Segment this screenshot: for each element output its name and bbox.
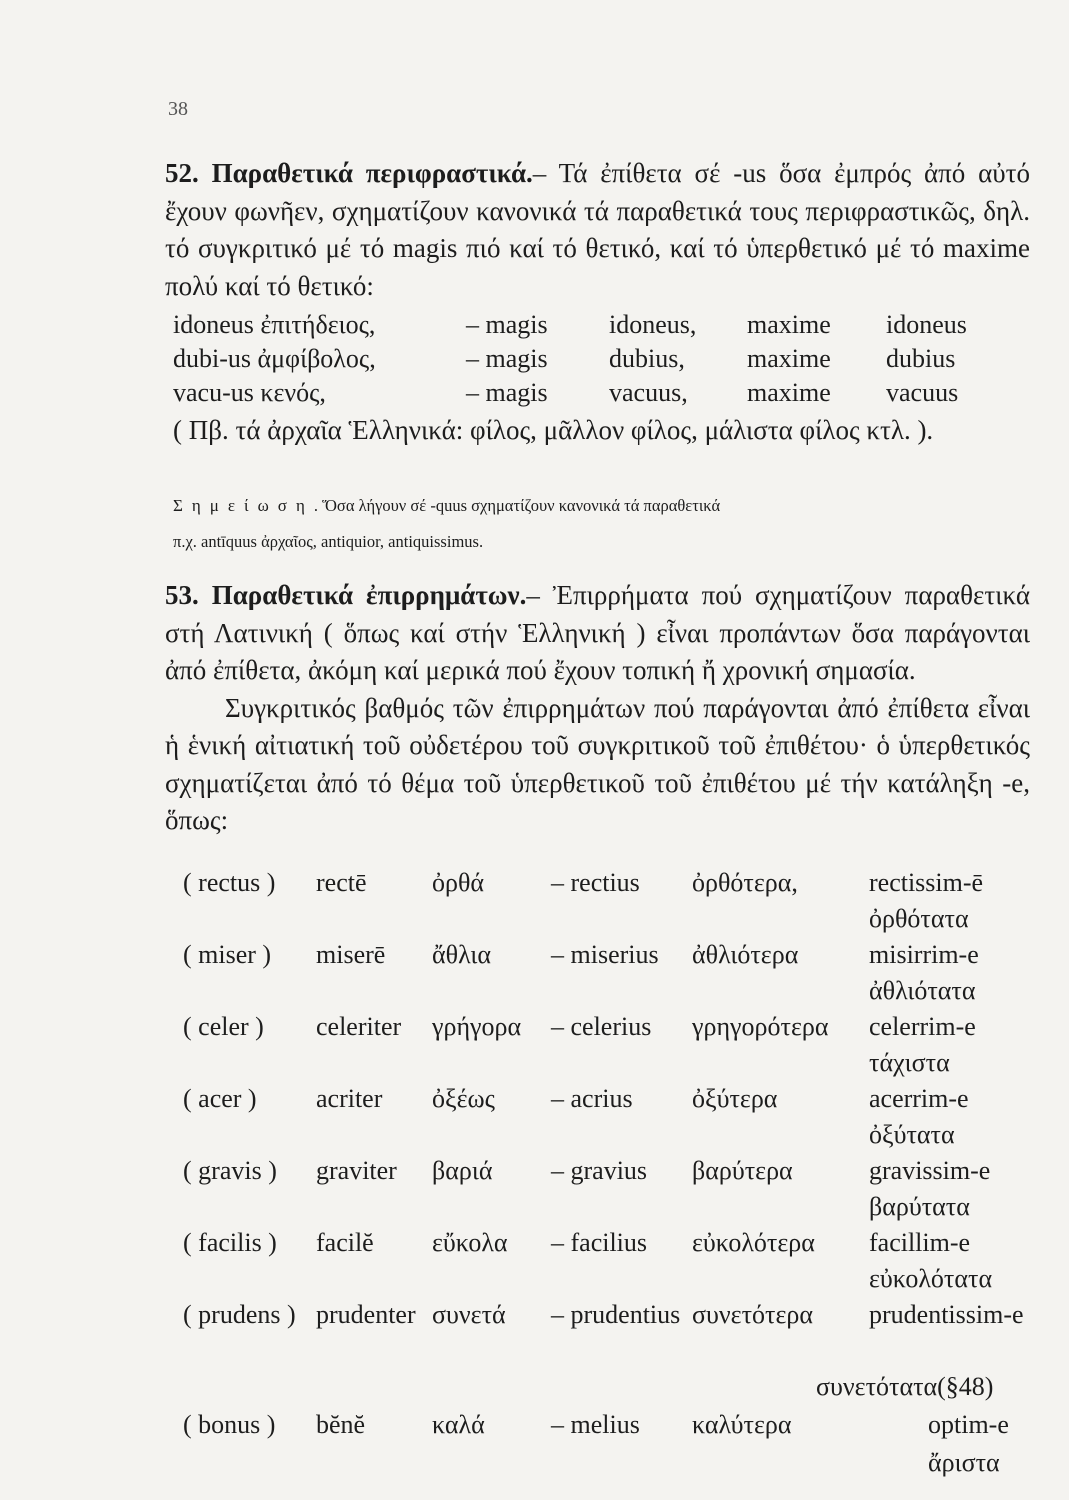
- section-52-text: – Τά ἐπίθετα σέ -us ὅσα ἐμπρός ἀπό αὐτό ἔχουν φωνῆεν, σχηματίζουν κανονικά τά παραθετικά τους περιφραστικῶς, δηλ. τό συγκριτικό μέ τό magis πιό καί τό θετικό, καί τό ὑπερθετικό μέ τό maxime πολύ καί τό θετικό:: [165, 158, 1030, 301]
- example-row: dubi-us ἀμφίβολος, – magis dubius, maxime dubius: [173, 344, 956, 373]
- example-row: vacu-us κενός, – magis vacuus, maxime vacuus: [173, 378, 959, 407]
- section-53-heading: 53. Παραθετικά ἐπιρρημάτων.: [165, 580, 527, 610]
- page-number: 38: [168, 98, 188, 120]
- remark-text-2: π.χ. antīquus ἀρχαῖος, antiquior, antiquissimus.: [173, 532, 484, 551]
- greek-comparison-note: ( Πβ. τά ἀρχαῖα Ἑλληνικά: φίλος, μᾶλλον φίλος, μάλιστα φίλος κτλ. ).: [173, 415, 934, 445]
- table-row: ( prudens ) prudenter συνετά – prudentius συνετότερα prudentissim-e συνετότατα(§48): [183, 1300, 1024, 1401]
- section-52: [165, 155, 1030, 305]
- remark-text: . Ὅσα λήγουν σέ -quus σχηματίζουν κανονικά τά παραθετικά: [313, 496, 721, 515]
- table-row: ( rectus ) rectē ὀρθά – rectius ὀρθότερα, rectissim-ē ὀρθότατα: [183, 868, 984, 933]
- remark-note: [173, 488, 1030, 560]
- periphrastic-examples: [173, 308, 1033, 410]
- example-row: idoneus ἐπιτήδειος, – magis idoneus, maxime idoneus: [173, 310, 967, 339]
- table-row: ( bonus ) bĕnĕ καλά – melius καλύτερα optim-e ἄριστα: [183, 1410, 1009, 1477]
- table-row: ( miser ) miserē ἄθλια – miserius ἀθλιότερα misirrim-e ἀθλιότατα: [183, 940, 979, 1005]
- section-53-text-2: Συγκριτικός βαθμός τῶν ἐπιρρημάτων πού παράγονται ἀπό ἐπίθετα εἶναι ἡ ἑνική αἰτιατική τοῦ οὐδετέρου τοῦ συγκριτικοῦ τοῦ ἐπιθέτου· ὁ ὑπερθετικός σχηματίζεται ἀπό τό θέμα τοῦ ὑπερθετικοῦ τοῦ ἐπιθέτου μέ τήν κατάληξη -e, ὅπως:: [165, 692, 1030, 835]
- section-53: [165, 577, 1030, 840]
- adverb-comparison-table: [183, 868, 1033, 1482]
- table-row: ( celer ) celeriter γρήγορα – celerius γρηγορότερα celerrim-e τάχιστα: [183, 1012, 976, 1077]
- remark-label: Σημείωση: [173, 496, 314, 515]
- table-row: ( acer ) acriter ὀξέως – acrius ὀξύτερα acerrim-e ὀξύτατα: [183, 1084, 969, 1149]
- section-52-heading: 52. Παραθετικά περιφραστικά.: [165, 158, 533, 188]
- table-row: ( gravis ) graviter βαριά – gravius βαρύτερα gravissim-e βαρύτατα: [183, 1156, 991, 1221]
- section-53-text-1: – Ἐπιρρήματα πού σχηματίζουν παραθετικά στή Λατινική ( ὅπως καί στήν Ἑλληνική ) εἶναι προπάντων ὅσα παράγονται ἀπό ἐπίθετα, ἀκόμη καί μερικά πού ἔχουν τοπική ἤ χρονική σημασία.: [165, 580, 1030, 685]
- table-row: ( facilis ) facilĕ εὔκολα – facilius εὐκολότερα facillim-e εὐκολότατα: [183, 1228, 993, 1293]
